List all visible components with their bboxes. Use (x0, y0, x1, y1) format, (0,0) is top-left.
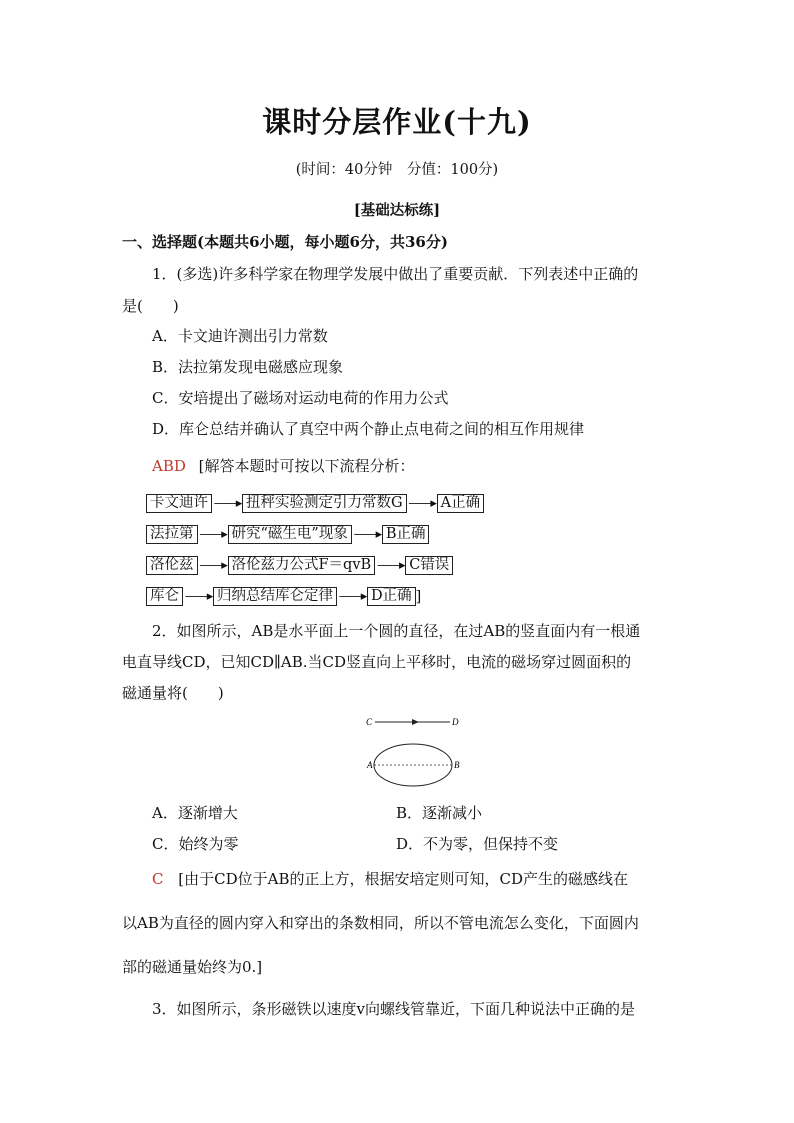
q1-option-c: C．安培提出了磁场对运动电荷的作用力公式 (152, 389, 449, 407)
flow-result: C错误 (405, 556, 453, 575)
q2-option-a: A．逐渐增大 (152, 804, 238, 822)
flow-result: B正确 (382, 525, 430, 544)
arrow-icon: ——▸ (213, 496, 241, 511)
q1-answer: ABD (152, 457, 186, 475)
section-heading: [基础达标练] (353, 202, 441, 219)
arrow-icon: ——▸ (408, 496, 435, 511)
label-d: D (452, 717, 459, 727)
flow-scientist: 库仑 (146, 587, 183, 606)
arrow-icon: ——▸ (353, 527, 381, 542)
flow-scientist: 洛伦兹 (146, 556, 198, 575)
q1-answer-line (152, 455, 415, 476)
q2-answer-line (152, 868, 628, 889)
flow-result: A正确 (437, 494, 484, 513)
flow-result: D正确 (367, 587, 416, 606)
arrow-icon: ——▸ (199, 558, 226, 573)
flow-row-3 (146, 556, 453, 575)
part-heading: 一、选择题(本题共6小题，每小题6分，共36分) (122, 233, 448, 251)
q1-option-b: B．法拉第发现电磁感应现象 (152, 358, 344, 376)
flow-work: 研究“磁生电”现象 (228, 525, 352, 544)
flow-row-4 (146, 587, 421, 606)
flow-scientist: 卡文迪许 (146, 494, 212, 513)
arrow-icon: ——▸ (376, 558, 404, 573)
q2-explain-line2: 以AB为直径的圆内穿入和穿出的条数相同，所以不管电流怎么变化，下面圆内 (122, 914, 639, 932)
arrow-icon: ——▸ (199, 527, 226, 542)
flow-row-1 (146, 494, 484, 513)
q2-explain-line3: 部的磁通量始终为0.] (122, 958, 263, 976)
q1-option-a: A．卡文迪许测出引力常数 (152, 327, 328, 345)
q2-option-c: C．始终为零 (152, 835, 239, 853)
label-c: C (366, 717, 373, 727)
page-title: 课时分层作业(十九) (262, 105, 532, 139)
q3-stem-line1: 3．如图所示，条形磁铁以速度v向螺线管靠近，下面几种说法中正确的是 (152, 1000, 636, 1018)
flow-row-2 (146, 525, 429, 544)
flow-close-bracket: ] (415, 588, 422, 605)
q1-stem-line1: 1．(多选)许多科学家在物理学发展中做出了重要贡献．下列表述中正确的 (152, 265, 639, 283)
flow-work: 洛伦兹力公式F＝qvB (228, 556, 376, 575)
q2-stem-line1: 2．如图所示，AB是水平面上一个圆的直径，在过AB的竖直面内有一根通 (152, 622, 641, 640)
q2-option-d: D．不为零，但保持不变 (396, 835, 559, 853)
q2-stem-line2: 电直导线CD，已知CD∥AB.当CD竖直向上平移时，电流的磁场穿过圆面积的 (122, 653, 632, 671)
q2-explain-line1: [由于CD位于AB的正上方，根据安培定则可知，CD产生的磁感线在 (178, 870, 628, 888)
q2-stem-line3: 磁通量将( ) (122, 684, 224, 702)
arrow-icon: ——▸ (184, 589, 212, 604)
label-a: A (367, 760, 373, 770)
flow-work: 扭秤实验测定引力常数G (242, 494, 407, 513)
q2-answer: C (152, 870, 164, 888)
flow-scientist: 法拉第 (146, 525, 198, 544)
q1-option-d: D．库仑总结并确认了真空中两个静止点电荷之间的相互作用规律 (152, 420, 585, 438)
label-b: B (454, 760, 460, 770)
q2-option-b: B．逐渐减小 (396, 804, 483, 822)
wire-circle-diagram (364, 712, 464, 792)
q1-stem-line2: 是( ) (122, 297, 179, 315)
time-score-info: (时间：40分钟 分值：100分) (295, 162, 499, 178)
circle-ab (374, 744, 452, 786)
q1-analysis: [解答本题时可按以下流程分析： (198, 457, 415, 475)
flow-work: 归纳总结库仑定律 (213, 587, 337, 606)
arrow-icon: ——▸ (338, 589, 366, 604)
current-arrow-icon (412, 719, 419, 725)
